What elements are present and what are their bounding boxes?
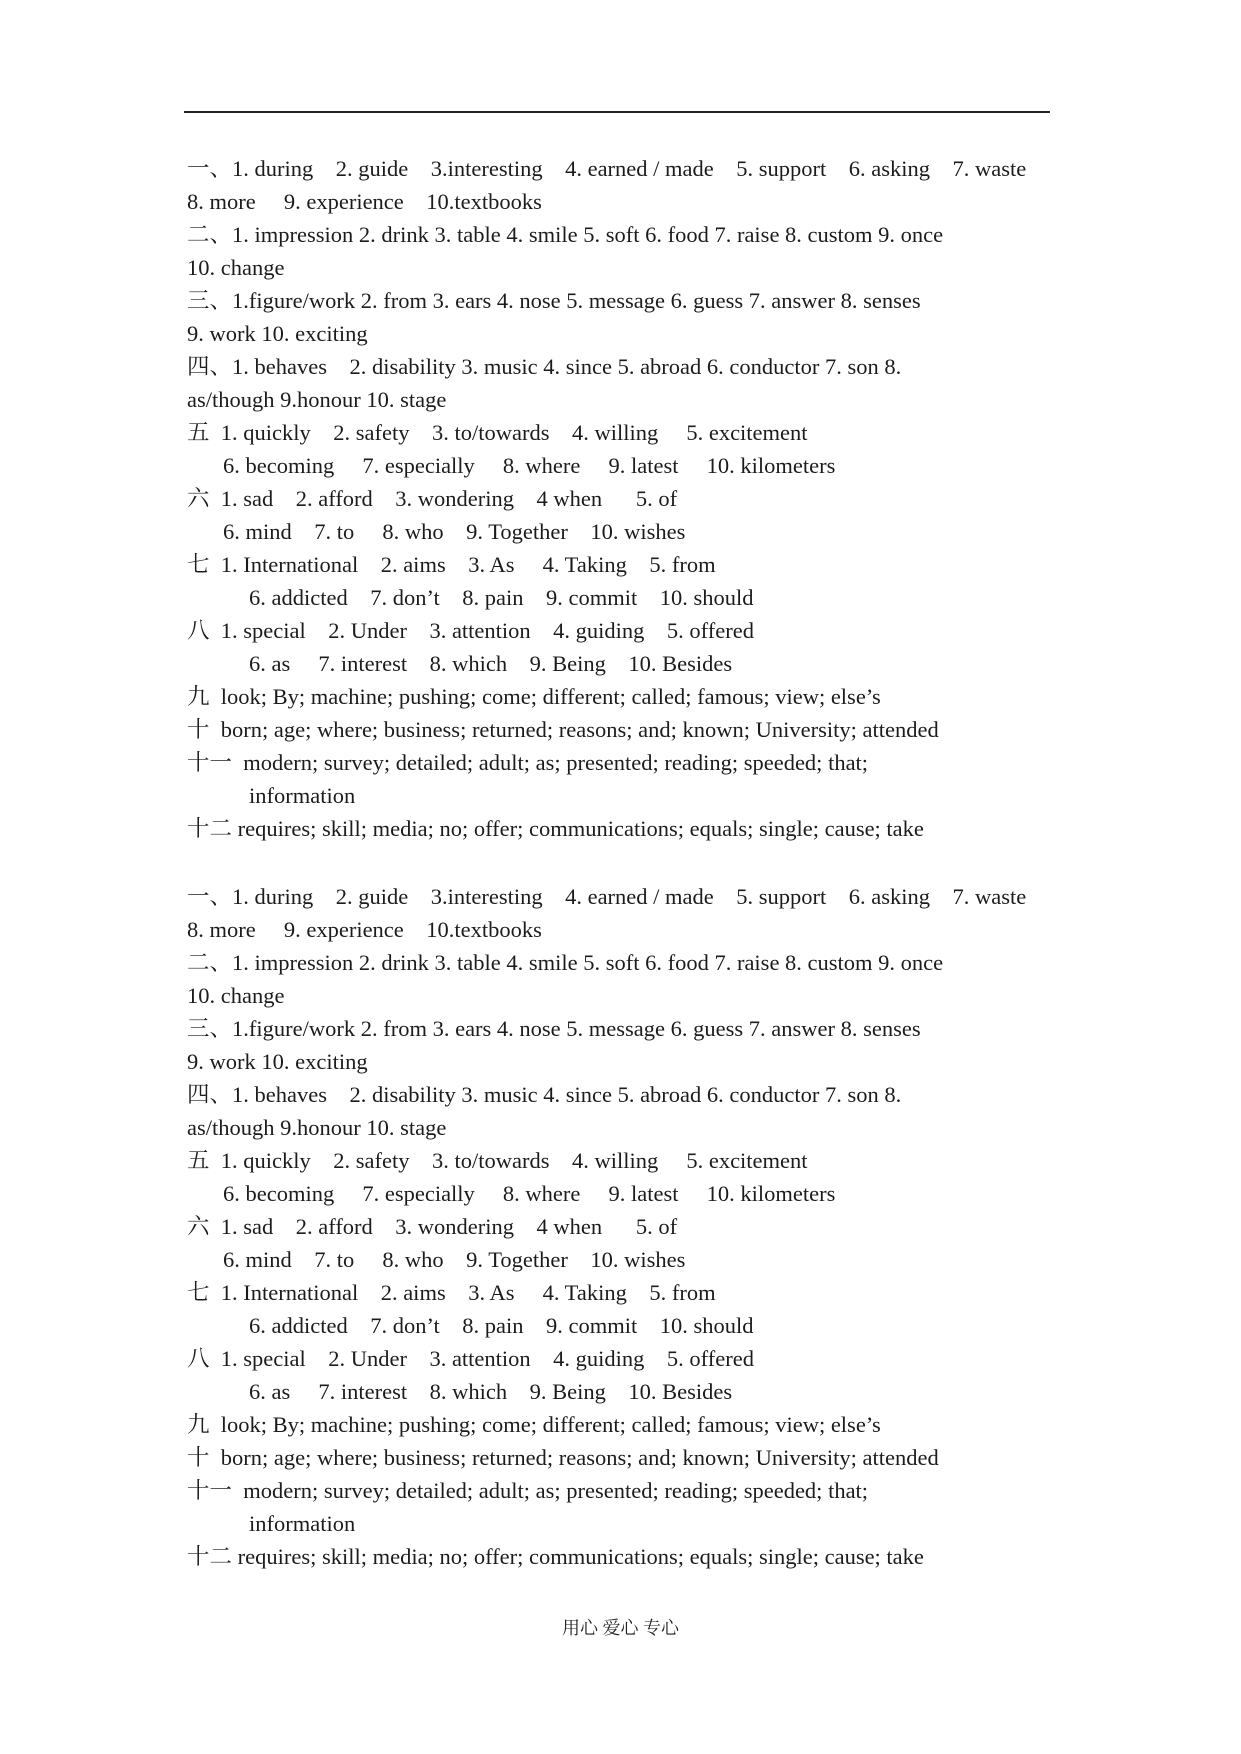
answer-line: 七 1. International 2. aims 3. As 4. Taking 5. from — [187, 552, 716, 577]
answer-line: 九 look; By; machine; pushing; come; different; called; famous; view; else’s — [187, 1412, 881, 1437]
answer-line: 三、1.figure/work 2. from 3. ears 4. nose 5. message 6. guess 7. answer 8. senses — [187, 1016, 921, 1041]
answer-line: 一、1. during 2. guide 3.interesting 4. earned / made 5. support 6. asking 7. waste — [187, 156, 1027, 181]
answer-line: 8. more 9. experience 10.textbooks — [187, 917, 542, 942]
answer-line: 三、1.figure/work 2. from 3. ears 4. nose 5. message 6. guess 7. answer 8. senses — [187, 288, 921, 313]
answer-line: 6. as 7. interest 8. which 9. Being 10. Besides — [249, 651, 733, 676]
answer-line: 6. mind 7. to 8. who 9. Together 10. wishes — [223, 519, 686, 544]
answer-line: 6. addicted 7. don’t 8. pain 9. commit 10. should — [249, 585, 754, 610]
answer-line: 五 1. quickly 2. safety 3. to/towards 4. willing 5. excitement — [187, 420, 808, 445]
answer-line: 九 look; By; machine; pushing; come; different; called; famous; view; else’s — [187, 684, 881, 709]
answer-line: 四、1. behaves 2. disability 3. music 4. since 5. abroad 6. conductor 7. son 8. — [187, 1082, 902, 1107]
page-footer: 用心 爱心 专心 — [562, 1618, 679, 1638]
answer-line: 6. becoming 7. especially 8. where 9. latest 10. kilometers — [223, 453, 836, 478]
answer-line: 6. addicted 7. don’t 8. pain 9. commit 10. should — [249, 1313, 754, 1338]
answer-line: 10. change — [187, 983, 285, 1008]
answer-line: 6. becoming 7. especially 8. where 9. latest 10. kilometers — [223, 1181, 836, 1206]
answer-line: 十二 requires; skill; media; no; offer; communications; equals; single; cause; take — [187, 1544, 924, 1569]
answer-line: as/though 9.honour 10. stage — [187, 1115, 447, 1140]
answer-line: 6. as 7. interest 8. which 9. Being 10. Besides — [249, 1379, 733, 1404]
answer-line: 一、1. during 2. guide 3.interesting 4. earned / made 5. support 6. asking 7. waste — [187, 884, 1027, 909]
answer-line: 七 1. International 2. aims 3. As 4. Taking 5. from — [187, 1280, 716, 1305]
answer-line: 十 born; age; where; business; returned; reasons; and; known; University; attended — [187, 717, 939, 742]
header-rule — [184, 111, 1050, 113]
answer-line: 十一 modern; survey; detailed; adult; as; presented; reading; speeded; that; — [187, 1478, 869, 1503]
answer-line: 八 1. special 2. Under 3. attention 4. guiding 5. offered — [187, 618, 754, 643]
answer-line: 六 1. sad 2. afford 3. wondering 4 when 5. of — [187, 1214, 678, 1239]
answer-line: 二、1. impression 2. drink 3. table 4. smile 5. soft 6. food 7. raise 8. custom 9. once — [187, 950, 944, 975]
answer-line: 十一 modern; survey; detailed; adult; as; presented; reading; speeded; that; — [187, 750, 869, 775]
answer-line: 9. work 10. exciting — [187, 1049, 368, 1074]
answer-line: 五 1. quickly 2. safety 3. to/towards 4. willing 5. excitement — [187, 1148, 808, 1173]
answer-line: 八 1. special 2. Under 3. attention 4. guiding 5. offered — [187, 1346, 754, 1371]
answer-line: 6. mind 7. to 8. who 9. Together 10. wishes — [223, 1247, 686, 1272]
answer-line: 二、1. impression 2. drink 3. table 4. smile 5. soft 6. food 7. raise 8. custom 9. once — [187, 222, 944, 247]
answer-line: 8. more 9. experience 10.textbooks — [187, 189, 542, 214]
answer-key-section-1 — [187, 152, 1067, 845]
answer-line: information — [249, 1511, 356, 1536]
answer-line: information — [249, 783, 356, 808]
answer-line: 十 born; age; where; business; returned; reasons; and; known; University; attended — [187, 1445, 939, 1470]
answer-line: 十二 requires; skill; media; no; offer; communications; equals; single; cause; take — [187, 816, 924, 841]
answer-line: 10. change — [187, 255, 285, 280]
answer-line: 四、1. behaves 2. disability 3. music 4. since 5. abroad 6. conductor 7. son 8. — [187, 354, 902, 379]
answer-line: 六 1. sad 2. afford 3. wondering 4 when 5. of — [187, 486, 678, 511]
answer-line: 9. work 10. exciting — [187, 321, 368, 346]
answer-line: as/though 9.honour 10. stage — [187, 387, 447, 412]
answer-key-section-2 — [187, 880, 1067, 1573]
